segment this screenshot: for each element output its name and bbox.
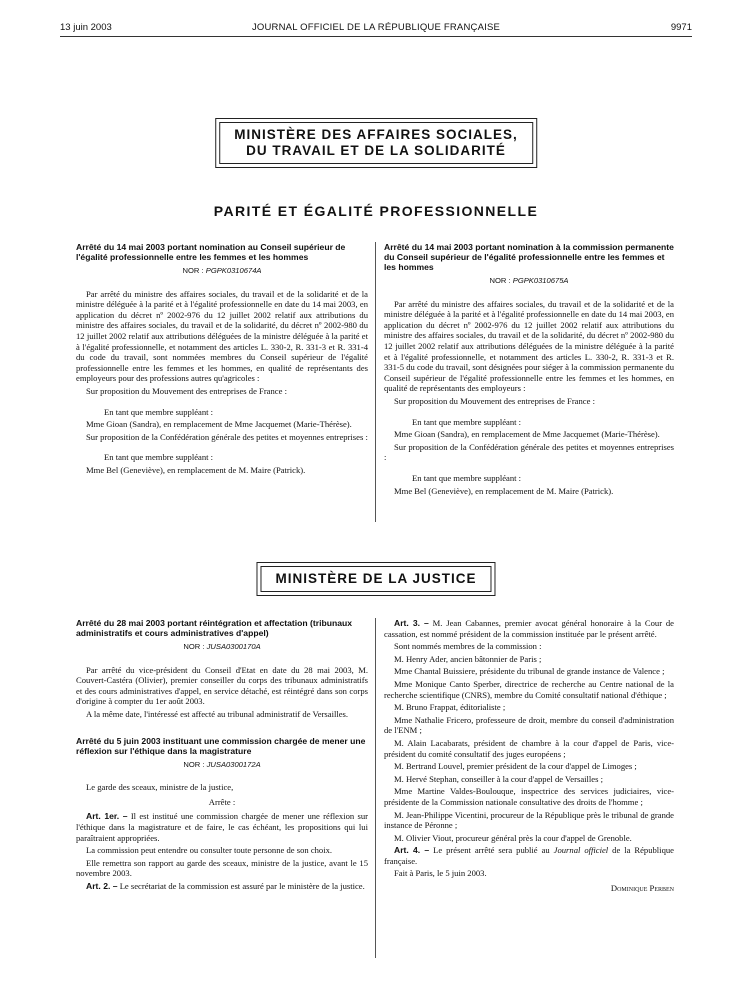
justice-left-column [76, 618, 368, 894]
paragraph: Sur proposition de la Confédération générale des petites et moyennes entreprises : [86, 431, 368, 442]
paragraph: Mme Gioan (Sandra), en remplacement de Mme Jacquemet (Marie-Thérèse). [86, 419, 352, 430]
arrete-title: Arrêté du 14 mai 2003 portant nomination à la commission permanente du Conseil supérieur de l'égalité professionnelle entre les femmes et les hommes [384, 242, 674, 272]
member-item: Mme Martine Valdes-Boulouque, inspectrice des services judiciaires, vice-présidente de la Commission nationale consultative des droits de l'homme ; [384, 786, 674, 807]
article-4: Art. 4. – Le présent arrêté sera publié au Journal officiel de la République française. [384, 845, 674, 866]
member-item: Mme Monique Canto Sperber, directrice de recherche au Centre national de la recherche scientifique (CNRS), membre du Comité consultatif national d'éthique ; [384, 678, 674, 700]
arrete-formula: Arrête : [208, 796, 236, 807]
paragraph: En tant que membre suppléant : [412, 472, 522, 483]
paragraph: A la même date, l'intéressé est affecté au tribunal administratif de Versailles. [86, 708, 349, 719]
header-rule [60, 36, 692, 37]
nor-reference: NOR : JUSA0300172A [183, 759, 261, 769]
article-1: Art. 1er. – Il est institué une commission chargée de mener une réflexion sur l'éthique dans la magistrature et de faire, le cas échéant, les propositions qui lui paraîtraient appropriées. [76, 811, 368, 843]
arrete-title: Arrêté du 28 mai 2003 portant réintégration et affectation (tribunaux administratifs et cours administratives d'appel) [76, 618, 353, 638]
paragraph: La commission peut entendre ou consulter toute personne de son choix. [86, 845, 333, 856]
issue-date: 13 juin 2003 [60, 22, 112, 33]
paragraph: En tant que membre suppléant : [104, 406, 214, 417]
member-item: M. Alain Lacabarats, président de chambre à la cour d'appel de Paris, vice-président du comité consultatif des juges européens ; [384, 737, 674, 759]
page-number: 9971 [670, 22, 692, 33]
members-list [384, 654, 674, 844]
arrete-title: Arrêté du 14 mai 2003 portant nomination au Conseil supérieur de l'égalité professionnelle entre les femmes et les hommes [76, 242, 346, 262]
member-item: M. Jean-Philippe Vicentini, procureur de la République près le tribunal de grande instance de Péronne ; [384, 809, 674, 831]
member-item: M. Bertrand Louvel, premier président de la cour d'appel de Limoges ; [394, 761, 637, 772]
nor-reference: NOR : PGPK0310674A [182, 266, 262, 275]
member-item: M. Bruno Frappat, éditorialiste ; [394, 702, 506, 713]
paragraph: Sur proposition de la Confédération générale des petites et moyennes entreprises : [384, 441, 674, 463]
member-item: M. Olivier Viout, procureur général près la cour d'appel de Grenoble. [394, 832, 632, 843]
paragraph: Par arrêté du ministre des affaires sociales, du travail et de la solidarité et de la ministre déléguée à la parité et à l'égalité professionnelle en date du 14 mai 2003, en application du décret nº 2002-976 du 12 juillet 2002 relatif aux attributions du ministre des affaires sociales, du travail et de la solidarité, du décret nº 2002-980 du 12 juillet 2002 relatif aux attributions déléguées de la ministre déléguée à la parité et à l'égalité professionnelle, et notamment des articles L. 330-2, R. 331-3 et R. 331-5 du code du travail, sont désignées pour siéger à la commission permanente du Conseil supérieur de l'égalité professionnelle entre les femmes et les hommes, en qualité de représentants des employeurs : [384, 298, 674, 394]
paragraph: En tant que membre suppléant : [412, 416, 522, 427]
ministry-title: MINISTÈRE DE LA JUSTICE [260, 566, 491, 592]
paragraph: Par arrêté du ministre des affaires sociales, du travail et de la solidarité et de la ministre déléguée à la parité et à l'égalité professionnelle en date du 14 mai 2003, en application du décret nº 2002-976 du 12 juillet 2002 relatif aux attributions du ministre des affaires sociales, du travail et de la solidarité, du décret nº 2002-980 du 12 juillet 2002 relatif aux attributions déléguées de la ministre déléguée à la parité et à l'égalité professionnelle, et notamment des articles L. 330-2, R. 331-3 et R. 331-4 du code du travail, sont nommées membres du Conseil supérieur de l'égalité professionnelle entre les femmes et les hommes, en qualité de représentants des employeurs pour des professions autres qu'agricoles : [76, 288, 368, 384]
member-item: Mme Nathalie Fricero, professeure de droit, membre du conseil d'administration de l'ENM ; [384, 714, 674, 736]
article-3: Art. 3. – M. Jean Cabannes, premier avocat général honoraire à la Cour de cassation, est nommé président de la commission instituée par le présent arrêté. [384, 618, 674, 639]
member-item: M. Henry Ader, ancien bâtonnier de Paris ; [394, 653, 542, 664]
member-item: Mme Chantal Buissiere, présidente du tribunal de grande instance de Valence ; [394, 666, 665, 677]
paragraph: Mme Gioan (Sandra), en remplacement de Mme Jacquemet (Marie-Thérèse). [394, 429, 660, 440]
ministry-box-justice [256, 562, 495, 596]
nor-reference: NOR : PGPK0310675A [489, 276, 569, 285]
member-item: M. Hervé Stephan, conseiller à la cour d'appel de Versailles ; [394, 773, 604, 784]
paragraph: Elle remettra son rapport au garde des sceaux, ministre de la justice, avant le 15 novembre 2003. [76, 857, 368, 879]
signature: Dominique Perben [610, 883, 674, 894]
justice-right-column [384, 618, 674, 894]
paragraph: Sont nommés membres de la commission : [394, 641, 542, 652]
arrete-commission-permanente [384, 242, 674, 498]
nor-reference: NOR : JUSA0300170A [183, 642, 261, 651]
ministry-line-2: DU TRAVAIL ET DE LA SOLIDARITÉ [246, 143, 506, 158]
column-divider [375, 618, 376, 958]
ministry-line-1: MINISTÈRE DES AFFAIRES SOCIALES, [234, 127, 518, 142]
paragraph: En tant que membre suppléant : [104, 452, 214, 463]
paragraph: Sur proposition du Mouvement des entreprises de France : [394, 395, 595, 406]
section-title: PARITÉ ET ÉGALITÉ PROFESSIONNELLE [213, 203, 539, 219]
paragraph: Mme Bel (Geneviève), en remplacement de M. Maire (Patrick). [394, 485, 614, 496]
paragraph: Sur proposition du Mouvement des entreprises de France : [86, 385, 287, 396]
paragraph: Le garde des sceaux, ministre de la justice, [86, 782, 234, 793]
paragraph: Mme Bel (Geneviève), en remplacement de M. Maire (Patrick). [86, 464, 306, 475]
article-2: Art. 2. – Le secrétariat de la commission est assuré par le ministère de la justice. [86, 880, 365, 891]
ministry-box-affaires-sociales [215, 118, 537, 168]
arrete-title: Arrêté du 5 juin 2003 instituant une commission chargée de mener une réflexion sur l'éthique dans la magistrature [76, 735, 366, 756]
paragraph: Fait à Paris, le 5 juin 2003. [394, 868, 487, 879]
column-divider [375, 242, 376, 522]
paragraph: Par arrêté du vice-président du Conseil d'Etat en date du 28 mai 2003, M. Couvert-Castéra (Olivier), premier conseiller du corps des tribunaux administratifs et des cours administratives d'appel, en service détaché, est réintégré dans son corps d'origine à compter du 1er août 2003. [76, 664, 368, 707]
arrete-conseil-superieur [76, 242, 368, 478]
journal-title: JOURNAL OFFICIEL DE LA RÉPUBLIQUE FRANÇAISE [251, 22, 501, 33]
